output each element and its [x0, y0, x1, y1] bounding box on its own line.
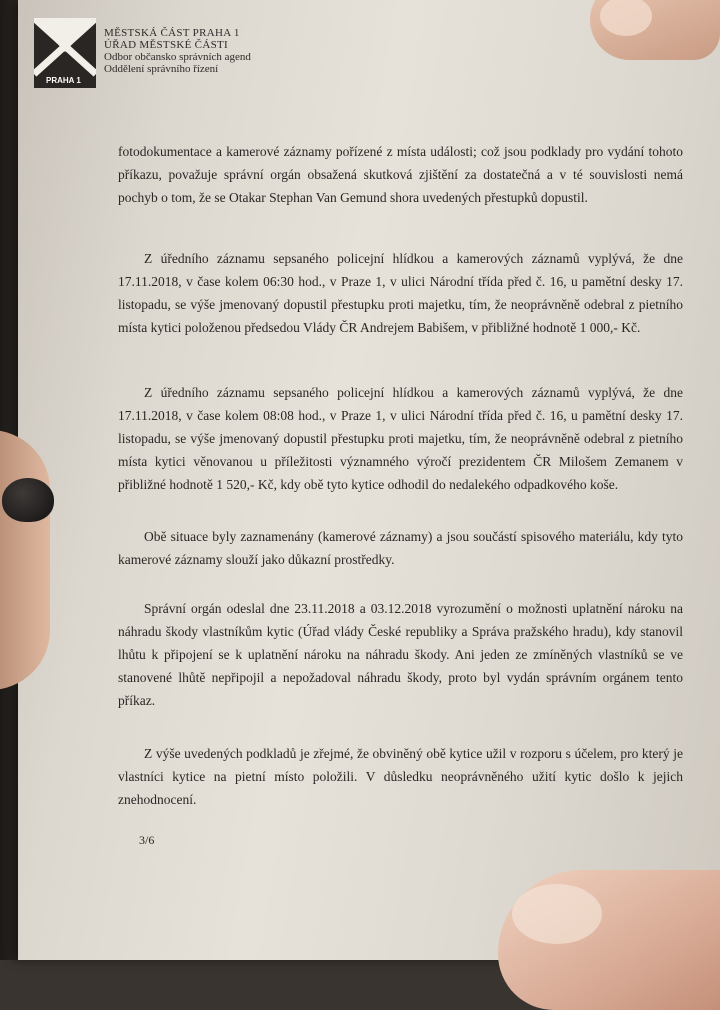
org-line-3: Odbor občansko správních agend: [104, 51, 251, 63]
paragraph-4: Obě situace byly zaznamenány (kamerové záznamy) a jsou součástí spisového materiálu, kdy tyto kamerové záznamy slouží jako důkazní prostředky.: [118, 529, 683, 567]
praha1-logo: [34, 18, 96, 88]
paragraph-6: Z výše uvedených podkladů je zřejmé, že obviněný obě kytice užil v rozporu s účelem, pro který je vlastníci kytice na pietní místo položili. V důsledku neoprávněného užití kytic došlo k jejich znehodnocení.: [118, 746, 683, 807]
org-line-2: ÚŘAD MĚSTSKÉ ČÁSTI: [104, 39, 228, 51]
document-page: [18, 0, 720, 960]
paragraph-3: Z úředního záznamu sepsaného policejní hlídkou a kamerových záznamů vyplývá, že dne 17.11.2018, v čase kolem 08:08 hod., v Praze 1, v ulici Národní třída před č. 16, u pamětní desky 17. listopadu, se výše jmenovaný dopustil přestupku proti majetku, tím, že neoprávněně odebral z pietního místa kytici věnovanou u příležitosti významného výročí prezidentem ČR Milošem Zemanem v přibližné hodnotě 1 520,- Kč, kdy obě tyto kytice odhodil do nedalekého odpadkového koše.: [118, 385, 683, 492]
paragraph-2: Z úředního záznamu sepsaného policejní hlídkou a kamerových záznamů vyplývá, že dne 17.11.2018, v čase kolem 06:30 hod., v Praze 1, v ulici Národní třída před č. 16, u pamětní desky 17. listopadu, se výše jmenovaný dopustil přestupku proti majetku, tím, že neoprávněně odebral z pietního místa kytici položenou předsedou Vlády ČR Andrejem Babišem, v přibližné hodnotě 1 000,- Kč.: [118, 251, 683, 335]
hand-left: [0, 430, 50, 690]
org-line-1: MĚSTSKÁ ČÁST PRAHA 1: [104, 27, 240, 39]
painted-fingernail-left: [2, 478, 54, 522]
paragraph-1: fotodokumentace a kamerové záznamy pořízené z místa události; což jsou podklady pro vydání tohoto příkazu, považuje správní orgán obsažená skutková zjištění za dostatečná a v té souvislosti nemá pochyb o tom, že se Otakar Stephan Van Gemund shora uvedených přestupků dopustil.: [118, 144, 683, 205]
org-line-4: Oddělení správního řízení: [104, 63, 219, 75]
organization-header: [104, 27, 251, 75]
page-number: 3/6: [139, 833, 155, 847]
logo-label: PRAHA 1: [46, 76, 81, 85]
thumbnail-bottom-right: [512, 884, 602, 944]
paragraph-5: Správní orgán odeslal dne 23.11.2018 a 03.12.2018 vyrozumění o možnosti uplatnění nároku na náhradu škody vlastníkům kytic (Úřad vlády České republiky a Správa pražského hradu), kdy stanovil lhůtu k připojení se k uplatnění nároku na náhradu škody. Ani jeden ze zmíněných vlastníků se ve stanovené lhůtě nepřipojil a nepožadoval náhradu škody, proto byl vydán správním orgánem tento příkaz.: [118, 601, 683, 708]
